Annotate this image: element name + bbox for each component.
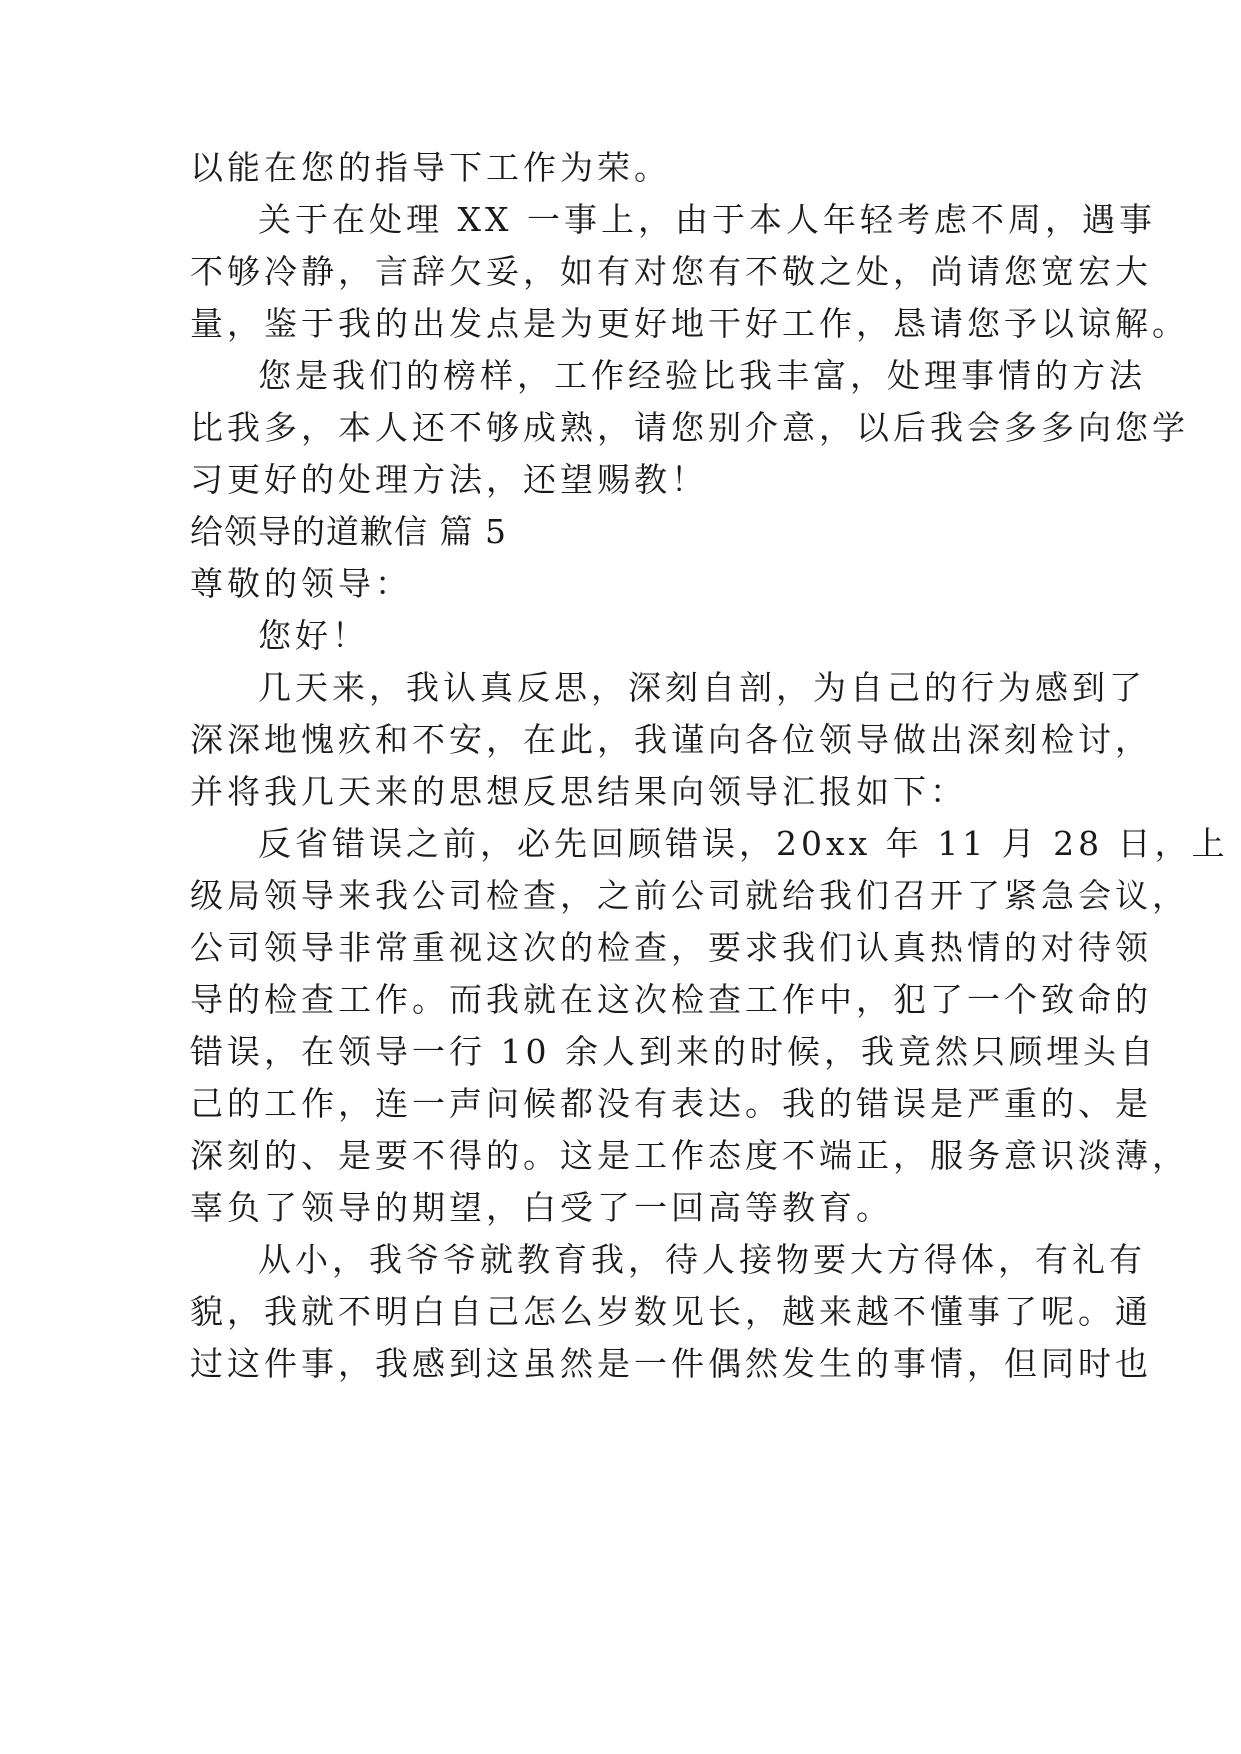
paragraph-line: 不够冷静，言辞欠妥，如有对您有不敬之处，尚请您宽宏大 [190,252,1152,291]
section-heading: 给领导的道歉信 篇 5 [190,512,507,551]
paragraph-line: 以能在您的指导下工作为荣。 [190,148,671,187]
paragraph-line: 关于在处理 XX 一事上，由于本人年轻考虑不周，遇事 [258,200,1156,239]
salutation: 尊敬的领导： [190,564,412,603]
paragraph-line: 量，鉴于我的出发点是为更好地干好工作，恳请您予以谅解。 [190,304,1189,343]
greeting: 您好！ [258,616,369,655]
paragraph-line: 深深地愧疚和不安，在此，我谨向各位领导做出深刻检讨， [190,720,1152,759]
paragraph-line: 您是我们的榜样，工作经验比我丰富，处理事情的方法 [258,356,1146,395]
paragraph-line: 貌，我就不明白自己怎么岁数见长，越来越不懂事了呢。通 [190,1292,1152,1331]
paragraph-line: 习更好的处理方法，还望赐教！ [190,460,708,499]
paragraph-line: 过这件事，我感到这虽然是一件偶然发生的事情，但同时也 [190,1344,1152,1383]
paragraph-line: 比我多，本人还不够成熟，请您别介意，以后我会多多向您学 [190,408,1189,447]
paragraph-line: 深刻的、是要不得的。这是工作态度不端正，服务意识淡薄， [190,1136,1189,1175]
paragraph-line: 级局领导来我公司检查，之前公司就给我们召开了紧急会议， [190,876,1189,915]
paragraph-line: 从小，我爷爷就教育我，待人接物要大方得体，有礼有 [258,1240,1146,1279]
paragraph-line: 错误，在领导一行 10 余人到来的时候，我竟然只顾埋头自 [190,1032,1157,1071]
paragraph-line: 几天来，我认真反思，深刻自剖，为自己的行为感到了 [258,668,1146,707]
paragraph-line: 己的工作，连一声问候都没有表达。我的错误是严重的、是 [190,1084,1152,1123]
paragraph-line: 导的检查工作。而我就在这次检查工作中，犯了一个致命的 [190,980,1152,1019]
paragraph-line: 公司领导非常重视这次的检查，要求我们认真热情的对待领 [190,928,1152,967]
paragraph-line: 辜负了领导的期望，白受了一回高等教育。 [190,1188,893,1227]
paragraph-line: 并将我几天来的思想反思结果向领导汇报如下： [190,772,967,811]
paragraph-line: 反省错误之前，必先回顾错误，20xx 年 11 月 28 日，上 [258,824,1229,863]
